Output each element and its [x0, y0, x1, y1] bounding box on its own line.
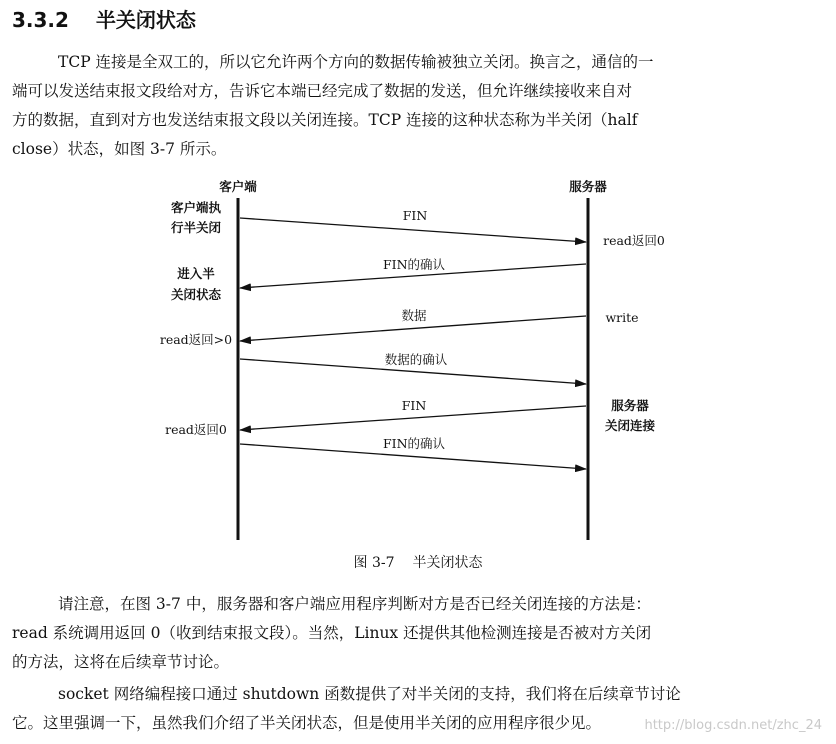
paragraph-line: read 系统调用返回 0（收到结束报文段）。当然，Linux 还提供其他检测连接是否被对方关闭 [12, 624, 652, 642]
half-close-sequence-diagram [0, 172, 836, 552]
message-label: 数据 [401, 308, 427, 323]
message-label: FIN [402, 208, 428, 223]
client-note: 进入半 [177, 266, 215, 281]
client-note: 客户端执 [170, 200, 222, 215]
watermark: http://blog.csdn.net/zhc_24 [644, 718, 822, 733]
paragraph-line: 它。这里强调一下，虽然我们介绍了半关闭状态，但是使用半关闭的应用程序很少见。 [12, 714, 602, 732]
section-title: 半关闭状态 [95, 8, 196, 32]
message-label: FIN的确认 [382, 436, 446, 451]
client-note: read返回>0 [159, 332, 233, 347]
server-note: 服务器 [611, 398, 649, 413]
paragraph-line: 的方法，这将在后续章节讨论。 [12, 653, 230, 671]
server-note: 关闭连接 [604, 418, 656, 433]
figure-title: 半关闭状态 [412, 555, 483, 571]
server-title: 服务器 [569, 179, 607, 194]
paragraph-line: TCP 连接是全双工的，所以它允许两个方向的数据传输被独立关闭。换言之，通信的一 [58, 53, 654, 71]
message-label: FIN [401, 398, 427, 413]
paragraph-line: 请注意，在图 3-7 中，服务器和客户端应用程序判断对方是否已经关闭连接的方法是： [58, 595, 651, 613]
paragraph-line: socket 网络编程接口通过 shutdown 函数提供了对半关闭的支持，我们将在后续章节讨论 [58, 685, 681, 703]
message-label: FIN的确认 [382, 257, 446, 272]
server-note: read返回0 [603, 233, 665, 248]
client-title: 客户端 [219, 179, 257, 194]
client-note: read返回0 [165, 422, 227, 437]
client-note: 关闭状态 [170, 287, 222, 302]
paragraph-line: close）状态，如图 3-7 所示。 [12, 140, 227, 158]
figure-caption [0, 552, 836, 572]
paragraph-line: 端可以发送结束报文段给对方，告诉它本端已经完成了数据的发送，但允许继续接收来自对 [12, 82, 633, 100]
paragraph-note [12, 590, 816, 677]
paragraph-line: 方的数据，直到对方也发送结束报文段以关闭连接。TCP 连接的这种状态称为半关闭（half [12, 111, 638, 129]
section-number: 3.3.2 [12, 8, 69, 32]
paragraph-intro [12, 48, 816, 164]
client-note: 行半关闭 [170, 220, 222, 235]
figure-number: 图 3-7 [353, 555, 395, 571]
message-label: 数据的确认 [384, 352, 448, 367]
server-note: write [605, 310, 639, 325]
section-heading [12, 4, 196, 32]
